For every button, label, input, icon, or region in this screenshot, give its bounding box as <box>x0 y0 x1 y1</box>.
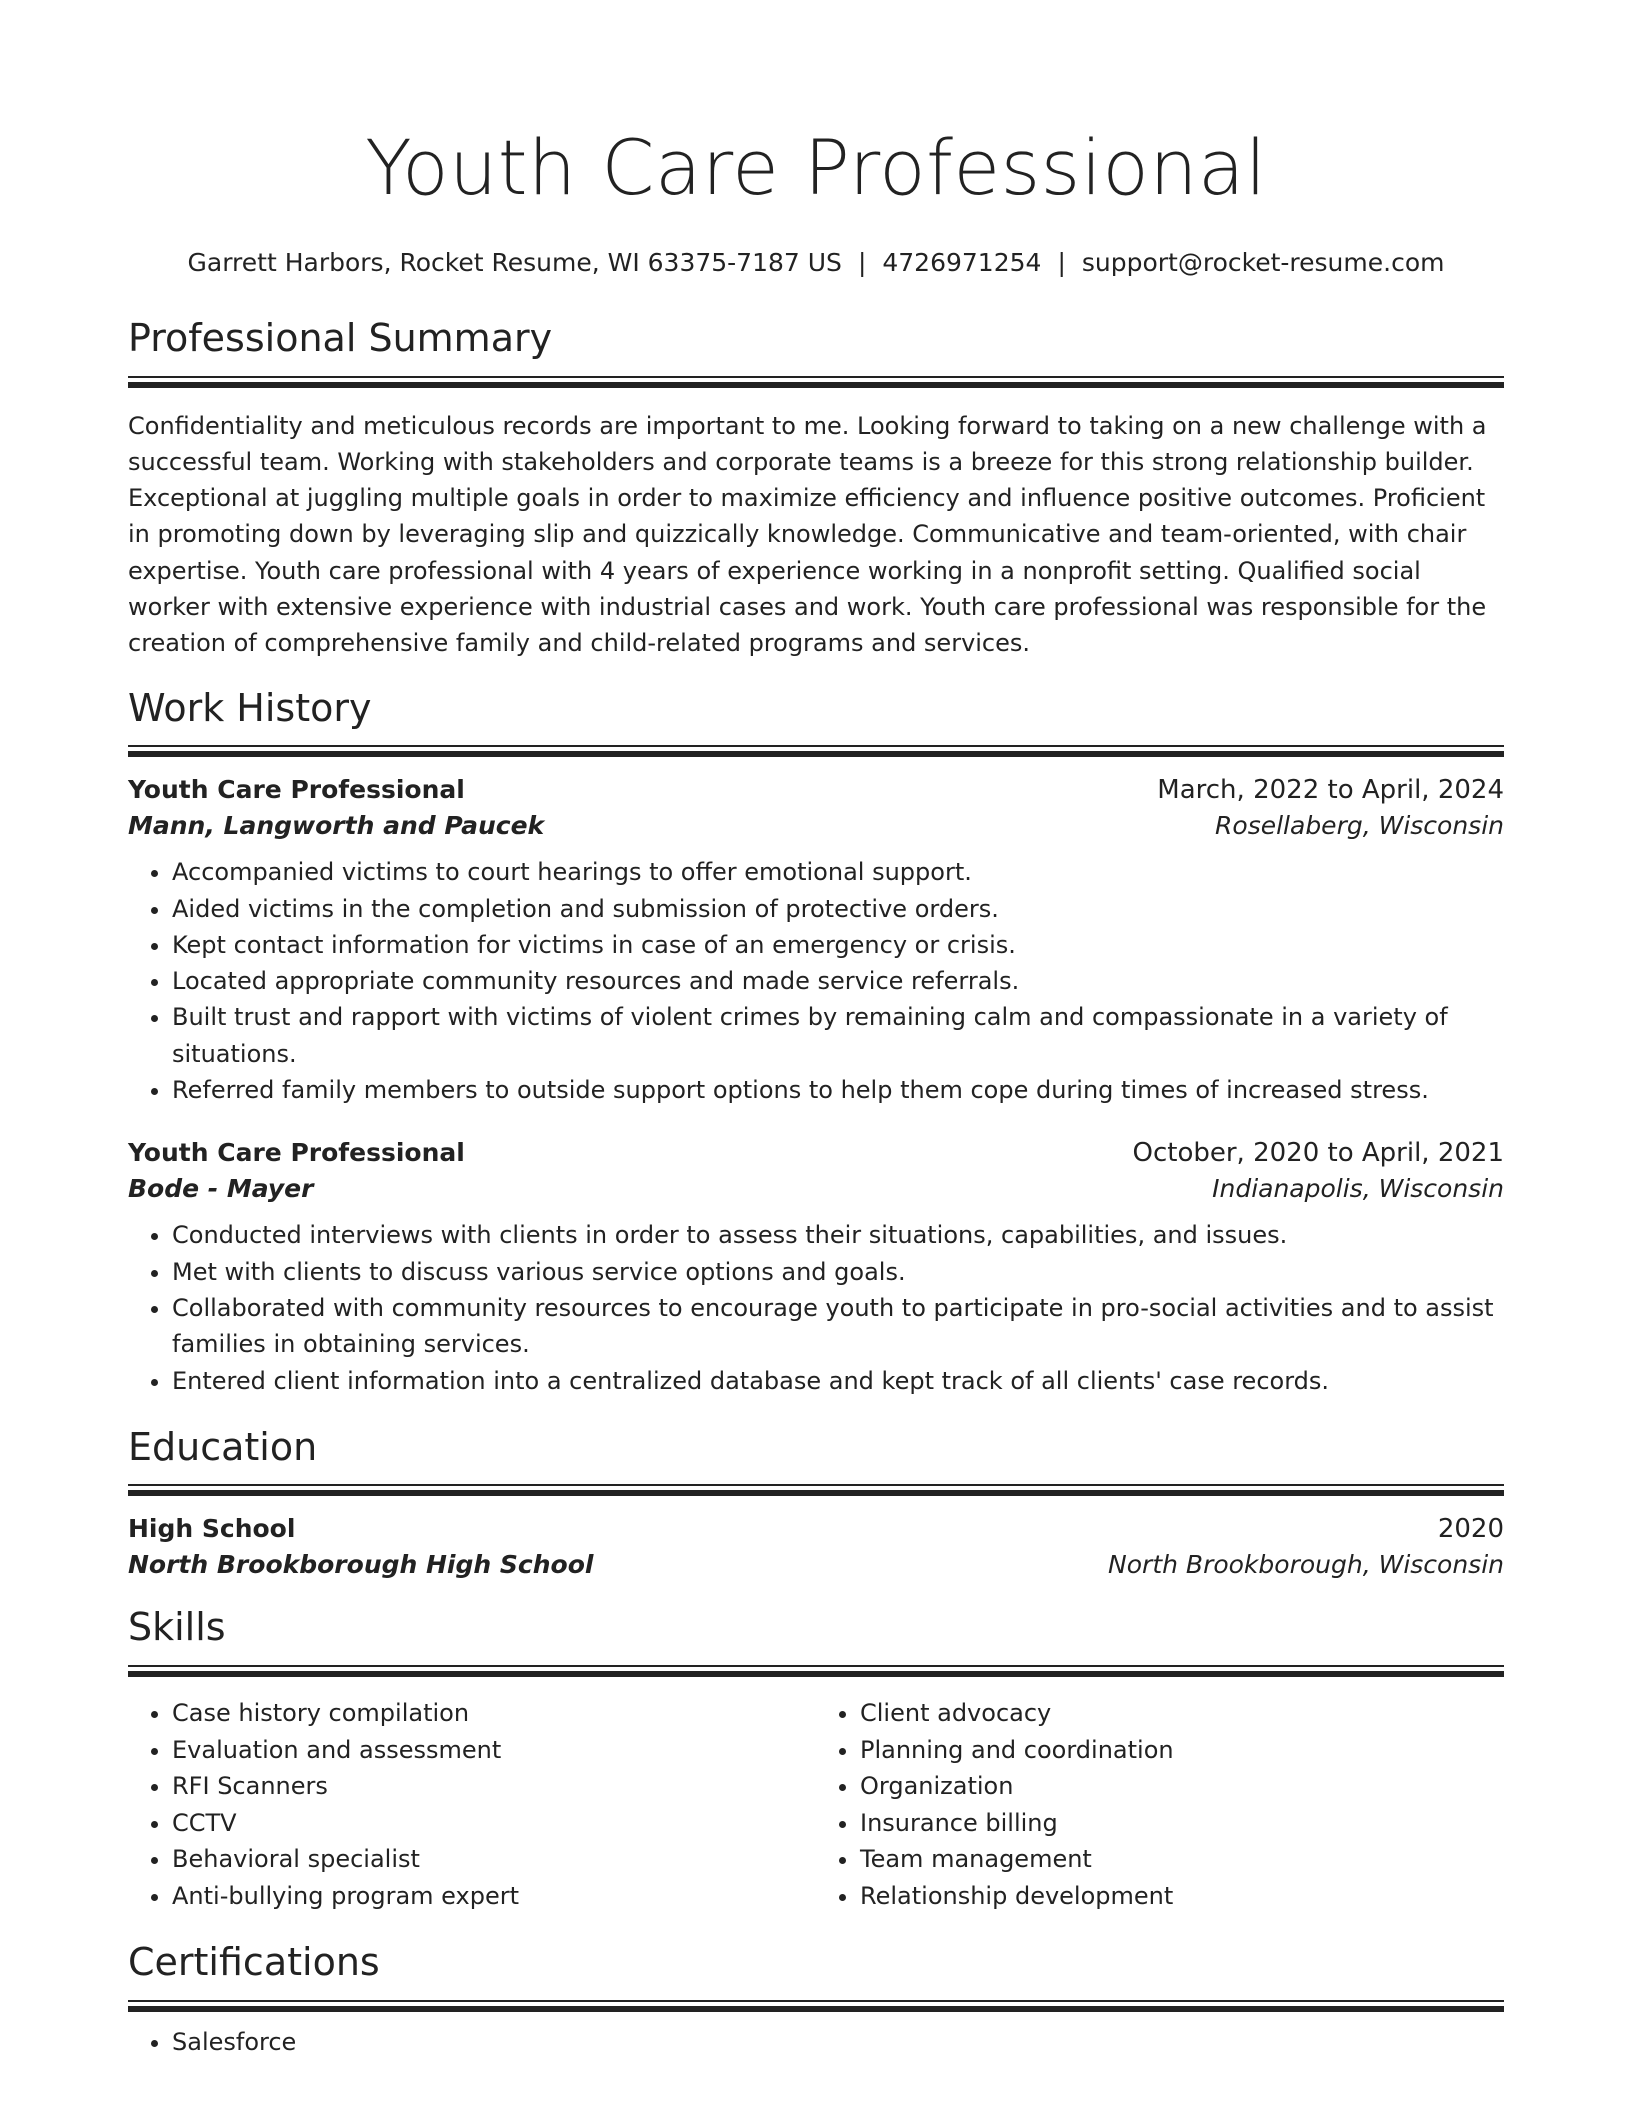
job-location: Indianapolis, Wisconsin <box>1212 1174 1504 1204</box>
list-item: • Insurance billing <box>860 1805 1504 1842</box>
section-title-summary: Professional Summary <box>128 316 553 360</box>
section-divider <box>128 2000 1504 2012</box>
job-company-row <box>128 1174 1504 1203</box>
contact-separator: | <box>857 248 867 277</box>
job-header-row <box>128 775 1504 805</box>
education-degree: High School <box>128 1514 296 1544</box>
list-item: • Client advocacy <box>860 1695 1504 1732</box>
section-title-work: Work History <box>128 685 372 730</box>
section-divider <box>128 376 1504 388</box>
job-location: Rosellaberg, Wisconsin <box>1215 811 1504 841</box>
list-item: • Case history compilation <box>172 1695 816 1732</box>
section-title-certifications: Certifications <box>128 1940 380 1985</box>
list-item: • Salesforce <box>172 2024 1504 2060</box>
list-item: • Relationship development <box>860 1878 1504 1915</box>
section-divider <box>128 1665 1504 1677</box>
certifications-section <box>128 1940 1504 2060</box>
list-item: • Located appropriate community resources and made service referrals. <box>172 963 1504 999</box>
contact-email[interactable]: support@rocket-resume.com <box>1081 248 1445 277</box>
contact-address: Garrett Harbors, Rocket Resume, WI 63375-7187 US <box>187 248 842 277</box>
list-item: • Behavioral specialist <box>172 1841 816 1878</box>
list-item: • Planning and coordination <box>860 1732 1504 1769</box>
list-item: • Referred family members to outside support options to help them cope during times of increased stress. <box>172 1072 1504 1108</box>
list-item: • Conducted interviews with clients in order to assess their situations, capabilities, and issues. <box>172 1217 1504 1253</box>
job-header-row <box>128 1138 1504 1168</box>
list-item: • Team management <box>860 1841 1504 1878</box>
list-item: • Evaluation and assessment <box>172 1732 816 1769</box>
job-entry <box>128 1138 1504 1398</box>
contact-separator: | <box>1057 248 1066 277</box>
education-school: North Brookborough High School <box>128 1550 594 1580</box>
list-item: • CCTV <box>172 1805 816 1842</box>
list-item: • Collaborated with community resources to encourage youth to participate in pro-social activities and to assist families in obtaining services. <box>172 1290 1504 1363</box>
job-title: Youth Care Professional <box>128 775 465 805</box>
job-dates: March, 2022 to April, 2024 <box>1157 775 1504 806</box>
list-item: • Built trust and rapport with victims of violent crimes by remaining calm and compassionate in a variety of situations. <box>172 999 1504 1072</box>
job-title: Youth Care Professional <box>128 1138 465 1168</box>
list-item: • Met with clients to discuss various service options and goals. <box>172 1254 1504 1290</box>
skills-list-right <box>816 1695 1504 1914</box>
education-location: North Brookborough, Wisconsin <box>1108 1550 1504 1580</box>
list-item: • Organization <box>860 1768 1504 1805</box>
list-item: • Entered client information into a centralized database and kept track of all clients' case records. <box>172 1363 1504 1399</box>
list-item: • Aided victims in the completion and submission of protective orders. <box>172 891 1504 927</box>
job-company: Bode - Mayer <box>128 1174 314 1204</box>
contact-line <box>128 248 1504 278</box>
summary-section <box>128 316 1504 662</box>
job-dates: October, 2020 to April, 2021 <box>1132 1138 1504 1169</box>
section-title-education: Education <box>128 1424 318 1469</box>
job-entry <box>128 775 1504 1108</box>
education-school-row <box>128 1550 1504 1579</box>
section-divider <box>128 1484 1504 1496</box>
skills-columns <box>128 1695 1504 1914</box>
education-section <box>128 1425 1504 1580</box>
list-item: • Kept contact information for victims in case of an emergency or crisis. <box>172 927 1504 963</box>
resume-name: Youth Care Professional <box>365 123 1267 212</box>
section-divider <box>128 745 1504 757</box>
contact-phone: 4726971254 <box>882 248 1042 277</box>
section-title-skills: Skills <box>128 1605 226 1650</box>
job-company: Mann, Langworth and Paucek <box>128 811 545 841</box>
education-year: 2020 <box>1437 1514 1504 1545</box>
summary-text: Confidentiality and meticulous records are important to me. Looking forward to taking on a new challenge with a successful team. Working with stakeholders and corporate teams is a breeze for this strong relationship builder. Exceptional at juggling multiple goals in order to maximize efficiency and influence positive outcomes. Proficient in promoting down by leveraging slip and quizzically knowledge. Communicative and team-oriented, with chair expertise. Youth care professional with 4 years of experience working in a nonprofit setting. Qualified social worker with extensive experience with industrial cases and work. Youth care professional was responsible for the creation of comprehensive family and child-related programs and services. <box>128 411 1487 658</box>
skills-section <box>128 1605 1504 1914</box>
list-item: • RFI Scanners <box>172 1768 816 1805</box>
work-section <box>128 686 1504 1399</box>
certifications-list <box>128 2024 1504 2060</box>
job-duties <box>128 1217 1504 1398</box>
skills-list-left <box>128 1695 816 1914</box>
list-item: • Accompanied victims to court hearings to offer emotional support. <box>172 854 1504 890</box>
job-duties <box>128 854 1504 1108</box>
job-company-row <box>128 811 1504 840</box>
education-header-row <box>128 1514 1504 1544</box>
list-item: • Anti-bullying program expert <box>172 1878 816 1915</box>
